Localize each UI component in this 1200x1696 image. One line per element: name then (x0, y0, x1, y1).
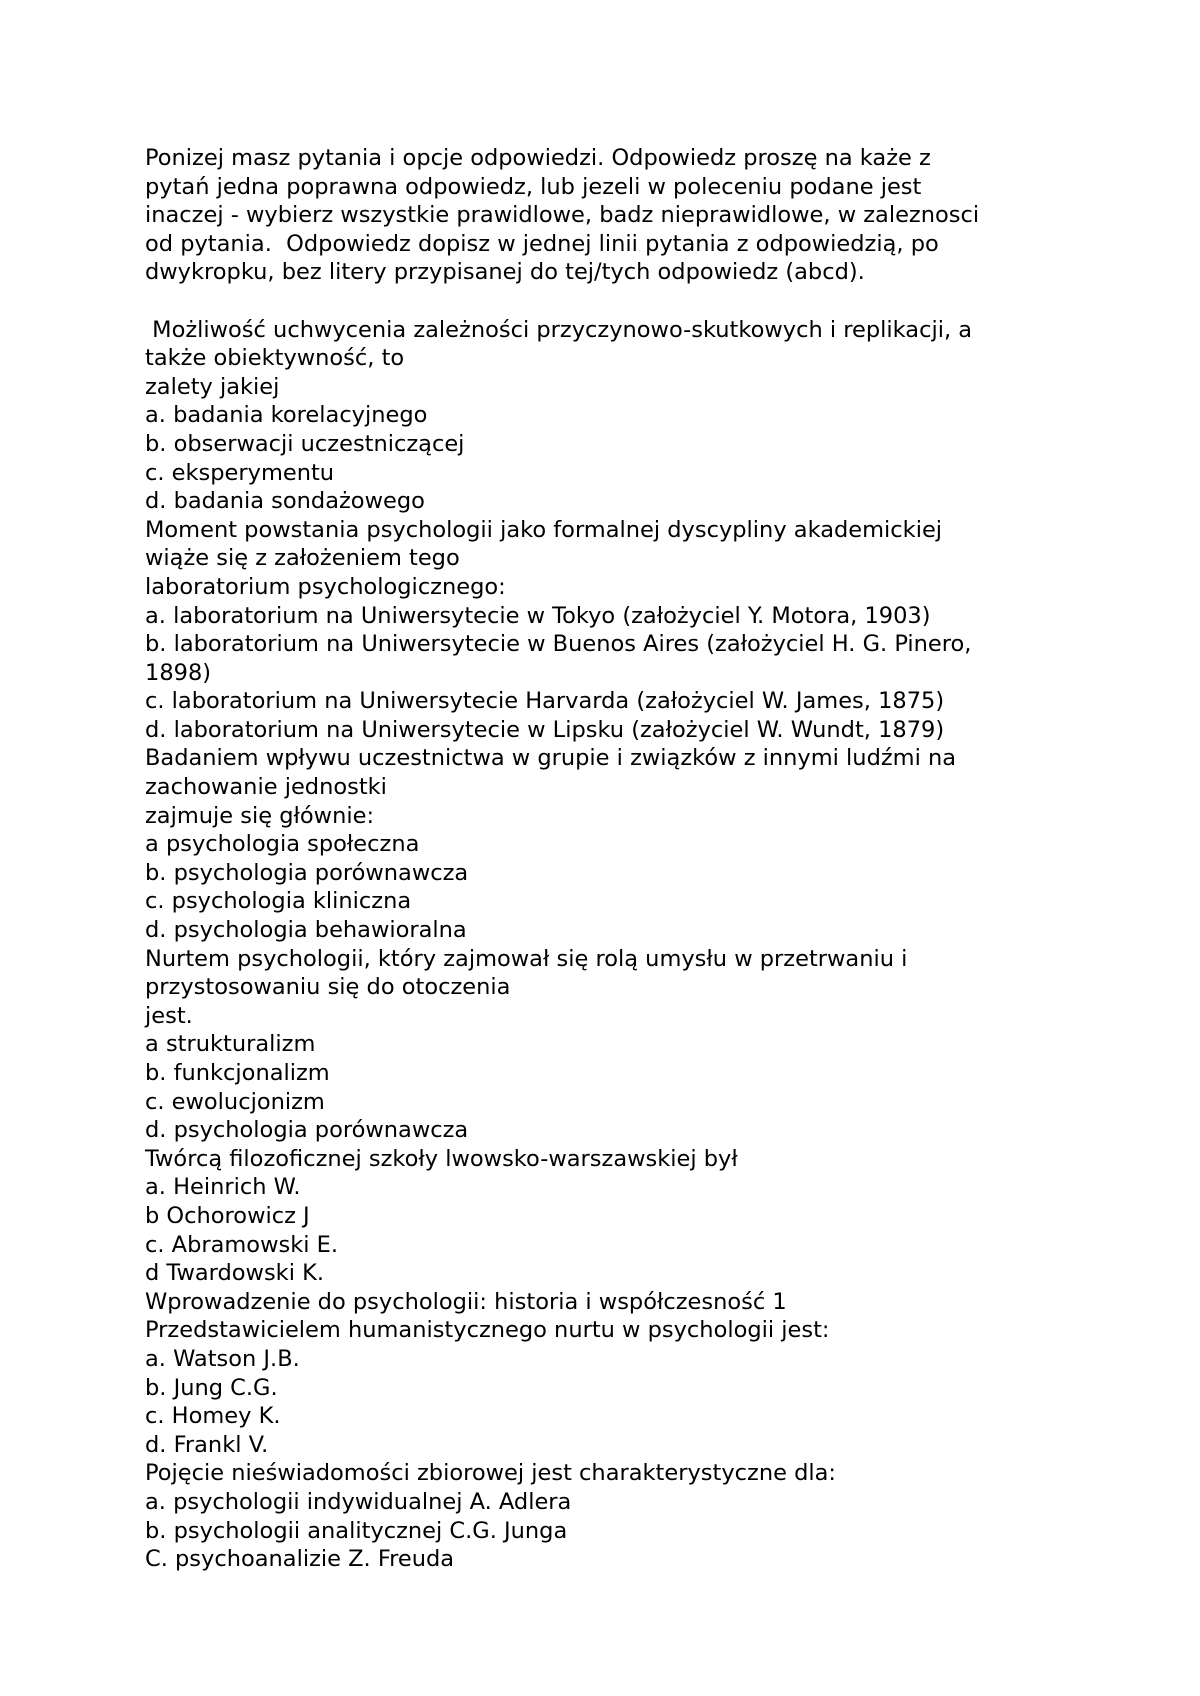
answer-option: b. psychologia porównawcza (145, 859, 469, 886)
answer-option: b. funkcjonalizm (145, 1060, 330, 1086)
answer-option: a. laboratorium na Uniwersytecie w Tokyo (założyciel Y. Motora, 1903) (145, 602, 931, 629)
answer-option: a. badania korelacyjnego (145, 402, 428, 429)
question-block (145, 516, 1065, 745)
answer-option: d. laboratorium na Uniwersytecie w Lipsku (założyciel W. Wundt, 1879) (145, 716, 945, 743)
question-text: Moment powstania psychologii jako formalnej dyscypliny akademickiej (145, 516, 943, 543)
question-block (145, 316, 1065, 516)
answer-option: c. psychologia kliniczna (145, 888, 412, 915)
answer-option: c. laboratorium na Uniwersytecie Harvarda (założyciel W. James, 1875) (145, 688, 945, 715)
question-text: jest. (145, 1002, 193, 1029)
instructions-line: dwykropku, bez litery przypisanej do tej/tych odpowiedz (abcd). (145, 259, 865, 286)
answer-option: b. laboratorium na Uniwersytecie w Buenos Aires (założyciel H. G. Pinero, (145, 631, 972, 658)
answer-option: a strukturalizm (145, 1031, 316, 1058)
instructions-line: od pytania. Odpowiedz dopisz w jednej linii pytania z odpowiedzią, po (145, 230, 939, 257)
question-text: Wprowadzenie do psychologii: historia i współczesność 1 (145, 1288, 787, 1315)
answer-option: c. Abramowski E. (145, 1231, 338, 1258)
answer-option: 1898) (145, 659, 212, 686)
blank-line (145, 287, 1065, 316)
answer-option: a. psychologii indywidualnej A. Adlera (145, 1488, 572, 1515)
answer-option: c. Homey K. (145, 1403, 281, 1430)
answer-option: a psychologia społeczna (145, 831, 420, 858)
answer-option: d. psychologia porównawcza (145, 1117, 469, 1144)
answer-option: a. Heinrich W. (145, 1174, 301, 1201)
question-text: zachowanie jednostki (145, 774, 387, 801)
answer-option: b Ochorowicz J (145, 1202, 310, 1229)
question-block (145, 1288, 1065, 1460)
document-page (145, 144, 1065, 1574)
instructions-line: inaczej - wybierz wszystkie prawidlowe, badz nieprawidlowe, w zaleznosci (145, 202, 980, 229)
question-text: Pojęcie nieświadomości zbiorowej jest charakterystyczne dla: (145, 1460, 836, 1487)
answer-option: C. psychoanalizie Z. Freuda (145, 1546, 455, 1573)
question-text: zalety jakiej (145, 373, 280, 400)
answer-option: b. obserwacji uczestniczącej (145, 430, 465, 457)
question-text: laboratorium psychologicznego: (145, 573, 506, 600)
question-text: wiąże się z założeniem tego (145, 545, 460, 572)
question-text: Możliwość uchwycenia zależności przyczynowo-skutkowych i replikacji, a (145, 316, 973, 343)
question-block (145, 744, 1065, 944)
instructions-line: Ponizej masz pytania i opcje odpowiedzi. Odpowiedz proszę na każe z (145, 145, 931, 171)
answer-option: d. badania sondażowego (145, 488, 425, 515)
question-text: zajmuje się głównie: (145, 802, 375, 829)
question-text: także obiektywność, to (145, 345, 405, 372)
question-text: Przedstawicielem humanistycznego nurtu w psychologii jest: (145, 1317, 830, 1344)
question-text: Nurtem psychologii, który zajmował się rolą umysłu w przetrwaniu i (145, 945, 908, 972)
question-text: przystosowaniu się do otoczenia (145, 974, 511, 1001)
question-text: Twórcą filozoficznej szkoły lwowsko-warszawskiej był (145, 1145, 738, 1172)
question-block (145, 945, 1065, 1145)
answer-option: d. Frankl V. (145, 1431, 269, 1458)
instructions-line: pytań jedna poprawna odpowiedz, lub jezeli w poleceniu podane jest (145, 173, 922, 200)
answer-option: b. psychologii analitycznej C.G. Junga (145, 1517, 568, 1544)
answer-option: d. psychologia behawioralna (145, 917, 467, 944)
question-text: Badaniem wpływu uczestnictwa w grupie i związków z innymi ludźmi na (145, 745, 957, 772)
question-block (145, 1459, 1065, 1573)
answer-option: c. eksperymentu (145, 459, 335, 486)
answer-option: c. ewolucjonizm (145, 1088, 325, 1115)
instructions-block (145, 144, 1065, 287)
answer-option: b. Jung C.G. (145, 1374, 278, 1401)
answer-option: a. Watson J.B. (145, 1345, 300, 1372)
answer-option: d Twardowski K. (145, 1260, 325, 1287)
question-block (145, 1145, 1065, 1288)
